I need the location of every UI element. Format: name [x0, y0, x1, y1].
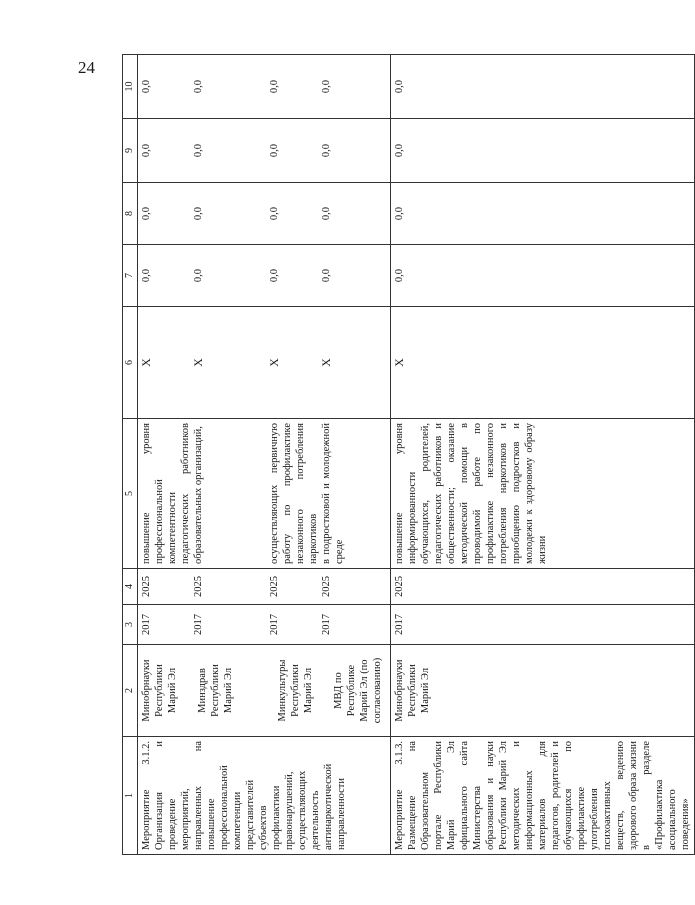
executor: Минздрав Республики Марий Эл: [197, 664, 234, 717]
expected-result-cell: [138, 419, 391, 569]
executor: МВД по Республике Марий Эл (по согласованию): [333, 657, 383, 724]
value: 0,0: [321, 79, 332, 94]
value: 0,0: [269, 206, 280, 221]
program-table: [122, 54, 695, 855]
table-row: [138, 55, 391, 855]
header-cell: 8: [123, 183, 138, 245]
page-number: 24: [78, 58, 95, 77]
value: 0,0: [269, 268, 280, 283]
value: 0,0: [391, 119, 695, 183]
table-row: [391, 55, 695, 855]
header-cell: 10: [123, 55, 138, 119]
value: 0,0: [141, 268, 152, 283]
value: 0,0: [321, 268, 332, 283]
value: 0,0: [193, 268, 204, 283]
value: 0,0: [391, 55, 695, 119]
value: 0,0: [321, 206, 332, 221]
header-cell: 5: [123, 419, 138, 569]
header-cell: 1: [123, 737, 138, 855]
end-year: 2025: [269, 576, 280, 597]
rotated-table-wrapper: [122, 55, 691, 855]
x-mark: X: [139, 358, 153, 367]
value: 0,0: [321, 143, 332, 158]
value: 0,0: [193, 143, 204, 158]
x-mark: X: [267, 358, 281, 367]
header-cell: 9: [123, 119, 138, 183]
executor: Минобрнауки Республики Марий Эл: [391, 645, 695, 737]
executor: Минкультуры Республики Марий Эл: [277, 659, 314, 722]
start-year: 2017: [269, 614, 280, 635]
executor: Минобрнауки Республики Марий Эл: [141, 659, 178, 722]
header-cell: 6: [123, 307, 138, 419]
indicator-cell: [138, 307, 391, 419]
value-cell: [138, 119, 391, 183]
value: 0,0: [141, 206, 152, 221]
value: 0,0: [391, 183, 695, 245]
value-cell: [138, 55, 391, 119]
expected-result: повышение уровня информированности обучающихся, родителей, педагогических работников и общественности; оказание методической помощи в проводимой работе по профилактике незаконного потребления наркотиков и приобщению подростков и молодежи к здоровому образу жизни: [391, 419, 695, 569]
expected-result: осуществляющих первичную работу по профилактике незаконного потребления наркотиков: [269, 423, 319, 564]
value-cell: [138, 183, 391, 245]
value: 0,0: [141, 79, 152, 94]
end-year: 2025: [141, 576, 152, 597]
value: 0,0: [141, 143, 152, 158]
x-mark: X: [391, 307, 695, 419]
end-year: 2025: [193, 576, 204, 597]
header-cell: 7: [123, 245, 138, 307]
start-year: 2017: [193, 614, 204, 635]
end-year: 2025: [321, 576, 332, 597]
start-year-cell: [138, 605, 391, 645]
value: 0,0: [193, 206, 204, 221]
value: 0,0: [193, 79, 204, 94]
measure-description: Мероприятие 3.1.2. Организация и проведение мероприятий, направленных на повышение профессиональной компетенции представителей субъектов профилактики правонарушений, осуществляющих деятельность антинаркотической направленности: [138, 737, 391, 855]
value: 0,0: [269, 143, 280, 158]
start-year: 2017: [391, 605, 695, 645]
header-cell: 2: [123, 645, 138, 737]
x-mark: X: [191, 358, 205, 367]
header-cell: 4: [123, 569, 138, 605]
measure-description: Мероприятие 3.1.3. Размещение на Образовательном портале Республики Марий Эл официального сайта Министерства образования и науки Республики Марий Эл методических и информационных материалов для педагогов, родителей и обучающихся по профилактике употребления психоактивных веществ, ведению здорового образа жизни в разделе «Профилактика асоциального поведения»: [391, 737, 695, 855]
header-row: [123, 55, 138, 855]
executor-cell: [138, 645, 391, 737]
expected-result: в подростковой и молодежной среде: [321, 423, 345, 564]
start-year: 2017: [141, 614, 152, 635]
expected-result: повышение уровня профессиональной компетентности педагогических работников образовательных организаций,: [141, 423, 204, 564]
start-year: 2017: [321, 614, 332, 635]
end-year: 2025: [391, 569, 695, 605]
end-year-cell: [138, 569, 391, 605]
value: 0,0: [269, 79, 280, 94]
x-mark: X: [319, 358, 333, 367]
value: 0,0: [391, 245, 695, 307]
value-cell: [138, 245, 391, 307]
header-cell: 3: [123, 605, 138, 645]
